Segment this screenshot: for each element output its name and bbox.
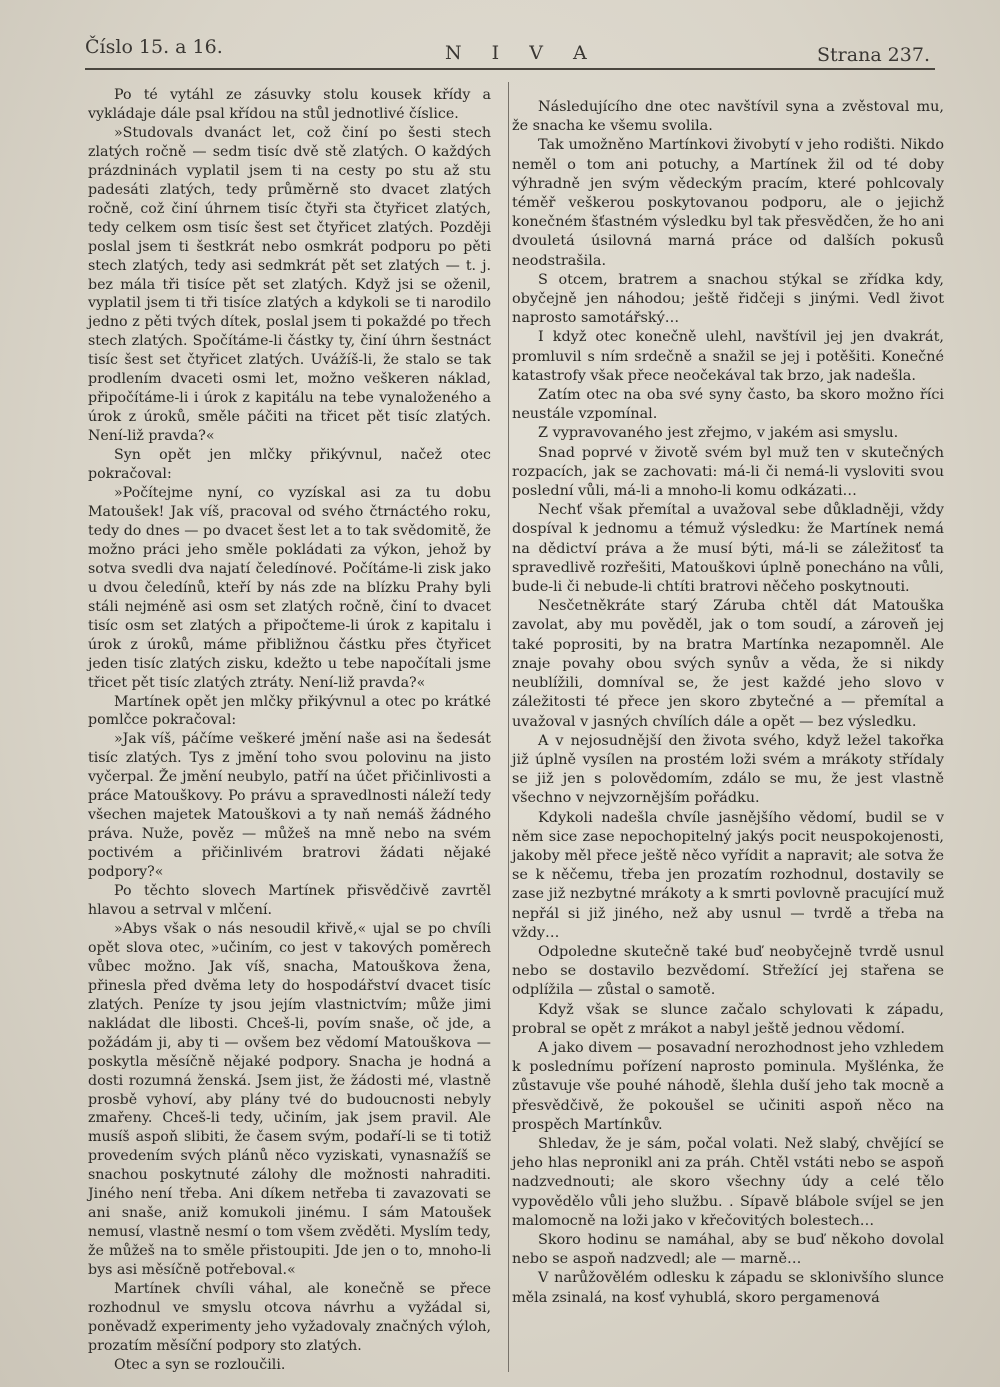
paragraph: Po těchto slovech Martínek přisvědčivě zavrtěl hlavou a setrval v mlčení.: [88, 883, 491, 918]
paragraph: Shledav, že je sám, počal volati. Než slabý, chvějící se jeho hlas nepronikl ani za práh. Chtěl vstáti nebo se aspoň nadzvednouti; ale skoro všechny údy a celé tělo vypovědělo vůli jeho službu. . Sípavě blábole svíjel se jen malomocně na loži jako v křečovitých bolestech…: [512, 1135, 944, 1229]
header-rule: [85, 68, 935, 70]
paragraph: Martínek chvíli váhal, ale konečně se přece rozhodnul ve smyslu otcova návrhu a vyžádal si, poněvadž experimenty jeho vyžadovaly značných výloh, prozatím měsíční podpory sto zlatých.: [88, 1281, 491, 1354]
paragraph: »Počítejme nyní, co vyzískal asi za tu dobu Matoušek! Jak víš, pracoval od svého čtrnáctého roku, tedy do dnes — po dvacet šest let a to tak svědomitě, že možno práci jeho směle pokládati za výkon, jehož by sotva svedli dva najatí čeledínové. Počítáme-li zisk jako u dvou čeledínů, kteří by nás zde na blízku Prahy byli stáli nejméně asi osm set zlatých ročně, činí to dvacet tisíc osm set zlatých a připočteme-li úrok z kapitalu i úrok z úroků, máme přibližnou částku přes čtyřicet jeden tisíc zlatých zisku, kdežto u tebe napočítali jsme třicet pět tisíc zlatých ztráty. Není-liž pravda?«: [88, 485, 491, 691]
left-column: [88, 86, 491, 1375]
paragraph: Nesčetněkráte starý Záruba chtěl dát Matouška zavolat, aby mu pověděl, jak o tom soudí, a zároveň jej také poprositi, by na bratra Martínka nezapomněl. Ale znaje povahy obou svých synův a věda, že si nikdy neublížili, domníval se, že jest každé jeho slovo v záležitosti té přece jen skoro zbytečné a — přemítal a uvažoval v jasných chvílích dále a opět — bez výsledku.: [512, 598, 944, 730]
paragraph: Tak umožněno Martínkovi živobytí v jeho rodišti. Nikdo neměl o tom ani potuchy, a Martínek žil od té doby výhradně jen svým vědeckým pracím, které pohlcovaly téměř veškerou poskytovanou podporu, ale o jejichž konečném šťastném výsledku byl tak přesvědčen, že ho ani dvouletá úsilovná marná práce od dalších pokusů neodstrašila.: [512, 137, 944, 269]
paragraph: »Abys však o nás nesoudil křivě,« ujal se po chvíli opět slova otec, »učiním, co jest v takových poměrech vůbec možno. Jak víš, snacha, Matouškova žena, přinesla před dvěma lety do hospodářství dvacet tisíc zlatých. Peníze ty jsou jejím vlastnictvím; může jimi nakládat dle libosti. Chceš-li, povím snaše, oč jde, a požádám ji, aby ti — ovšem bez vědomí Matouškova — poskytla měsíčně nějaké podpory. Snacha je hodná a dosti rozumná ženská. Jsem jist, že žádosti mé, vlastně prosbě vyhoví, aby plány tvé do budoucnosti nebyly zmařeny. Chceš-li tedy, učiním, jak jsem pravil. Ale musíš aspoň slibiti, že časem svým, podaří-li se ti totiž provedením svých plánů něco vyziskati, vynasnažíš se snachou poskytnuté zálohy dle možnosti nahraditi. Jiného není třeba. Ani díkem netřeba ti zavazovati se ani snaše, aniž komukoli jinému. I sám Matoušek nemusí, vlastně nesmí o tom všem zvěděti. Myslím tedy, že můžeš na to směle přistoupiti. Jde jen o to, mnoho-li bys asi měsíčně potřeboval.«: [88, 920, 491, 1279]
paragraph: Nechť však přemítal a uvažoval sebe důkladněji, vždy dospíval k jednomu a témuž výsledku: že Martínek nemá na dědictví práva a že musí býti, má-li se záležitosť ta spravedlivě rozřešiti, Matouškovi úplně ponecháno na vůli, bude-li či nebude-li chtíti bratrovi něčeho poskytnouti.: [512, 502, 944, 596]
issue-number: Číslo 15. a 16.: [85, 36, 223, 58]
paragraph: A jako divem — posavadní nerozhodnost jeho vzhledem k poslednímu pořízení naprosto pominula. Myšlénka, že zůstavuje vše pouhé náhodě, šlehla duší jeho tak mocně a přesvědčivě, že pokoušel se učiniti aspoň něco na prospěch Martínkův.: [512, 1039, 944, 1133]
paragraph: Otec a syn se rozloučili.: [114, 1356, 286, 1373]
paragraph: Následujícího dne otec navštívil syna a zvěstoval mu, že snacha ke všemu svolila.: [512, 99, 944, 135]
page-number: Strana 237.: [817, 44, 930, 66]
page-header: [85, 36, 930, 72]
paragraph: A v nejosudnější den života svého, když ležel takořka již úplně vysílen na prostém loži svém a mrákoty střídaly se již jen s polovědomím, zdálo se mu, že jest vlastně všechno v nejvzornějším pořádku.: [512, 732, 944, 807]
paragraph: Po té vytáhl ze zásuvky stolu kousek křídy a vykládaje dále psal křídou na stůl jednotlivé číslice.: [88, 87, 491, 122]
paragraph: Z vypravovaného jest zřejmo, v jakém asi smyslu.: [538, 425, 899, 442]
masthead-title: N I V A: [445, 42, 599, 64]
right-column: [512, 98, 944, 1308]
paragraph: Když však se slunce začalo schylovati k západu, probral se opět z mrákot a nabyl ještě jednou vědomí.: [512, 1001, 944, 1037]
column-divider: [508, 82, 509, 1372]
paragraph: Martínek opět jen mlčky přikývnul a otec po krátké pomlčce pokračoval:: [88, 693, 491, 729]
paragraph: Zatím otec na oba své syny často, ba skoro možno říci neustále vzpomínal.: [512, 387, 944, 423]
paragraph: Kdykoli nadešla chvíle jasnějšího vědomí, budil se v něm sice zase nepochopitelný jakýs pocit neuspokojenosti, jakoby měl přece ještě něco vyřídit a napravit; ale sotva že se k něčemu, třeba jen prozatím rozhodnul, dostavily se zase již nezbytné mrákoty a k smrti povlovně pracující muž nepřál si již jiného, než aby usnul — tvrdě a třeba na vždy…: [512, 809, 944, 941]
paragraph: S otcem, bratrem a snachou stýkal se zřídka kdy, obyčejně jen náhodou; ještě řidčeji s jinými. Vedl život naprosto samotářský…: [512, 271, 944, 327]
paragraph: V narůžovělém odlesku k západu se sklonivšího slunce měla zsinalá, na kosť vyhublá, skoro pergamenová: [512, 1270, 944, 1306]
paragraph: Skoro hodinu se namáhal, aby se buď někoho dovolal nebo se aspoň nadzvedl; ale — marně…: [512, 1231, 944, 1268]
paragraph: I když otec konečně ulehl, navštívil jej jen dvakrát, promluvil s ním srdečně a snažil se jej i potěšiti. Konečné katastrofy však přece neočekával tak brzo, jak nadešla.: [512, 329, 944, 384]
paragraph: »Studovals dvanáct let, což činí po šesti stech zlatých ročně — sedm tisíc dvě stě zlatých. O každých prázdninách vyplatil jsem ti na cesty po stu až stu padesáti zlatých, tedy průměrně sto dvacet zlatých ročně, což činí úhrnem tisíc čtyři sta čtyřicet zlatých, tedy celkem osm tisíc šest set čtyřicet zlatých. Později poslal jsem ti šestkrát nebo osmkrát podporu po pěti stech zlatých, tedy asi sedmkrát pět set zlatých — t. j. bez mála tři tisíce pět set zlatých. Když jsi se oženil, vyplatil jsem ti tři tisíce zlatých a kdykoli se ti narodilo jedno z pěti tvých dítek, poslal jsem ti pokaždé po třech stech zlatých. Spočítáme-li částky ty, činí úhrn šestnáct tisíc šest set čtyřicet zlatých. Uvážíš-li, že stalo se tak prodlením dvaceti osmi let, možno veškeren náklad, připočítáme-li i úrok z kapitálu na tebe vynaloženého a úrok z úroků, směle páčiti na třicet pět tisíc zlatých. Není-liž pravda?«: [88, 124, 491, 445]
paragraph: »Jak víš, páčíme veškeré jmění naše asi na šedesát tisíc zlatých. Tys z jmění toho svou polovinu na jisto vyčerpal. Že jmění neubylo, patří na účet přičinlivosti a práce Matouškovy. Po právu a spravedlnosti náleží tedy všechen majetek Matouškovi a ty naň nemáš žádného práva. Nuže, pověz — můžeš na mně nebo na svém poctivém a přičinlivém bratrovi žádati nějaké podpory?«: [88, 731, 491, 881]
paragraph: Syn opět jen mlčky přikývnul, načež otec pokračoval:: [88, 447, 491, 483]
paragraph: Snad poprvé v životě svém byl muž ten v skutečných rozpacích, jak se zachovati: má-li či nemá-li vysloviti svou poslední vůli, má-li a mnoho-li komu odkázati…: [512, 444, 944, 500]
paragraph: Odpoledne skutečně také buď neobyčejně tvrdě usnul nebo se dostavilo bezvědomí. Střežící jej stařena se odplížila — zůstal o samotě.: [512, 943, 944, 999]
